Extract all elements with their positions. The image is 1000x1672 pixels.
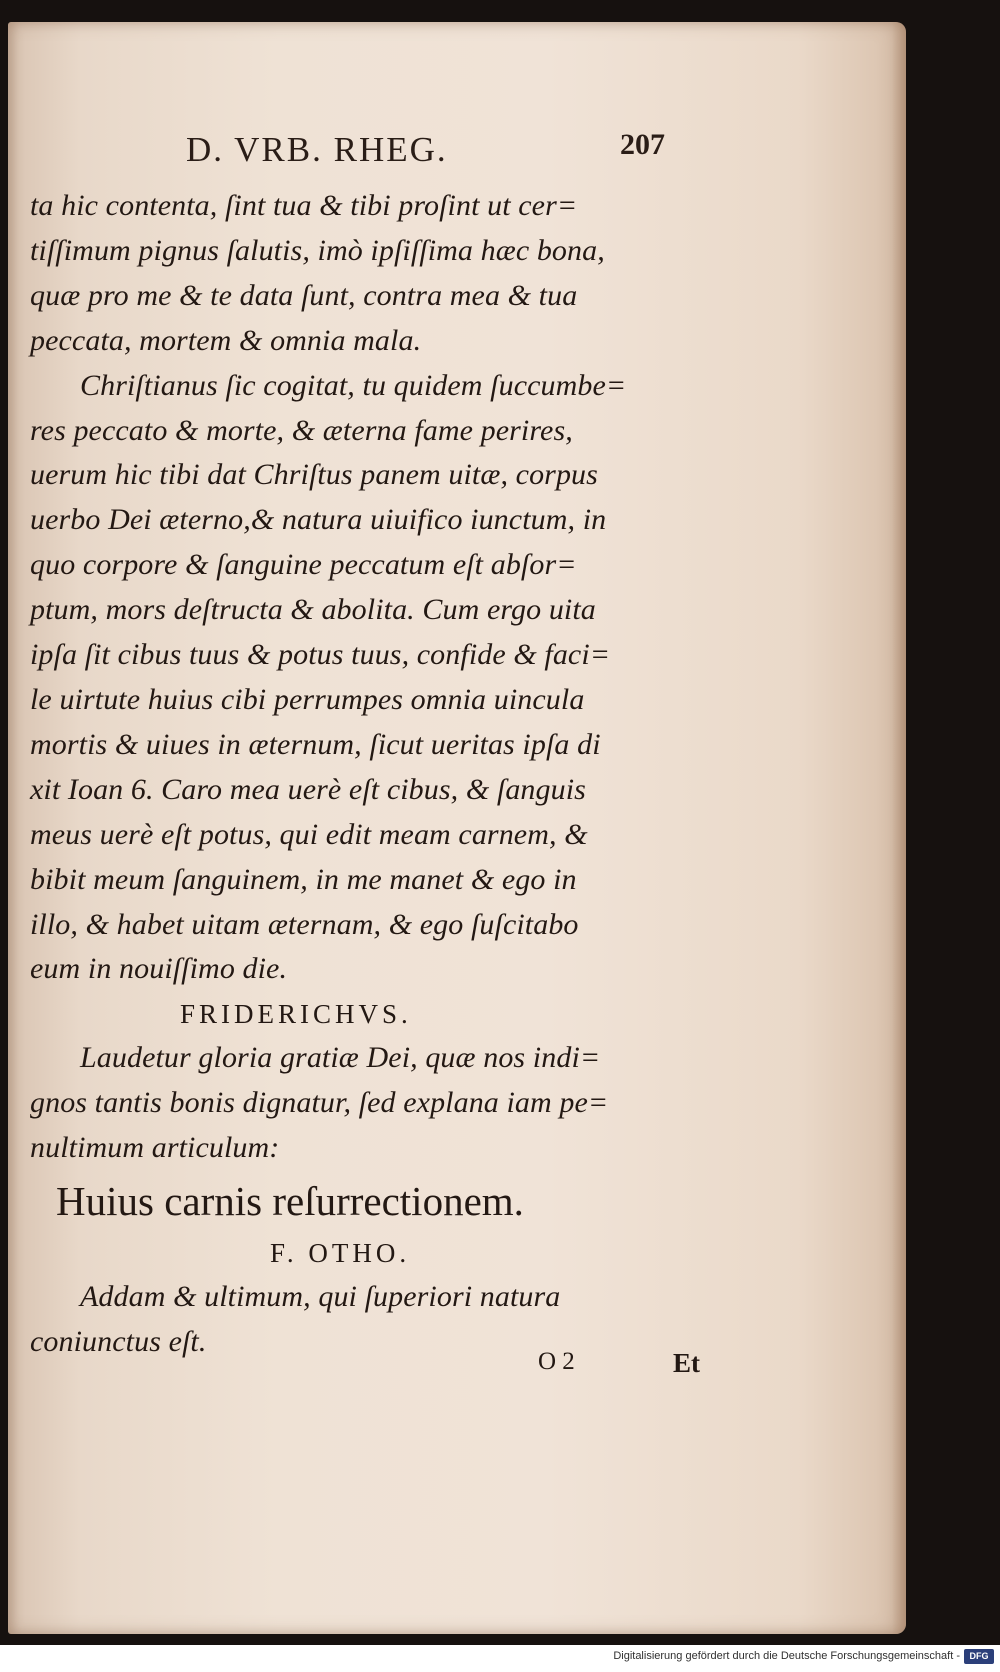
text-line: uerbo Dei æterno,& natura uiuifico iunctum, in	[30, 503, 607, 537]
text-line: coniunctus eſt.	[30, 1324, 207, 1358]
text-line: Addam & ultimum, qui ſuperiori natura	[80, 1280, 561, 1314]
body-text	[30, 184, 710, 1365]
text-line: ipſa ſit cibus tuus & potus tuus, confide & faci=	[30, 638, 611, 672]
funding-note: Digitalisierung gefördert durch die Deutsche Forschungsgemeinschaft -	[613, 1650, 960, 1662]
text-line: gnos tantis bonis dignatur, ſed explana iam pe=	[30, 1086, 609, 1120]
text-line: mortis & uiues in æternum, ſicut ueritas ipſa di	[30, 727, 601, 761]
catchword: Et	[673, 1348, 700, 1378]
speaker-heading: F. OTHO.	[270, 1238, 411, 1269]
text-line: res peccato & morte, & æterna fame perires,	[30, 413, 573, 447]
text-line: meus uerè eſt potus, qui edit meam carnem, &	[30, 817, 588, 851]
text-line: ptum, mors deſtructa & abolita. Cum ergo uita	[30, 593, 596, 627]
text-line: Chriſtianus ſic cogitat, tu quidem ſuccumbe=	[80, 368, 627, 402]
text-line: tiſſimum pignus ſalutis, imò ipſiſſima hæc bona,	[30, 233, 605, 267]
text-line: peccata, mortem & omnia mala.	[30, 323, 422, 357]
text-line: nultimum articulum:	[30, 1131, 280, 1165]
text-line: ta hic contenta, ſint tua & tibi proſint ut cer=	[30, 189, 578, 222]
text-line: quæ pro me & te data ſunt, contra mea & tua	[30, 278, 578, 312]
text-line: quo corpore & ſanguine peccatum eſt abſor=	[30, 548, 577, 582]
running-head	[8, 122, 708, 172]
text-line: uerum hic tibi dat Chriſtus panem uitæ, corpus	[30, 458, 598, 492]
speaker-heading: FRIDERICHVS.	[180, 999, 412, 1030]
text-line: eum in nouiſſimo die.	[30, 952, 288, 986]
page-number: 207	[620, 128, 665, 161]
text-line: bibit meum ſanguinem, in me manet & ego in	[30, 862, 577, 896]
text-line: le uirtute huius cibi perrumpes omnia uincula	[30, 682, 585, 716]
text-line: illo, & habet uitam æternam, & ego ſuſcitabo	[30, 907, 579, 941]
text-line: Laudetur gloria gratiæ Dei, quæ nos indi=	[80, 1041, 601, 1075]
running-head-title: D. VRB. RHEG.	[186, 130, 448, 169]
page-foot	[538, 1348, 718, 1388]
signature-mark: O 2	[538, 1348, 575, 1375]
book-page	[8, 22, 906, 1634]
text-line: xit Ioan 6. Caro mea uerè eſt cibus, & ſanguis	[30, 772, 586, 806]
dfg-logo: DFG	[964, 1649, 994, 1664]
creed-article-heading: Huius carnis reſurrectionem.	[56, 1178, 524, 1225]
funding-footer	[0, 1645, 1000, 1672]
